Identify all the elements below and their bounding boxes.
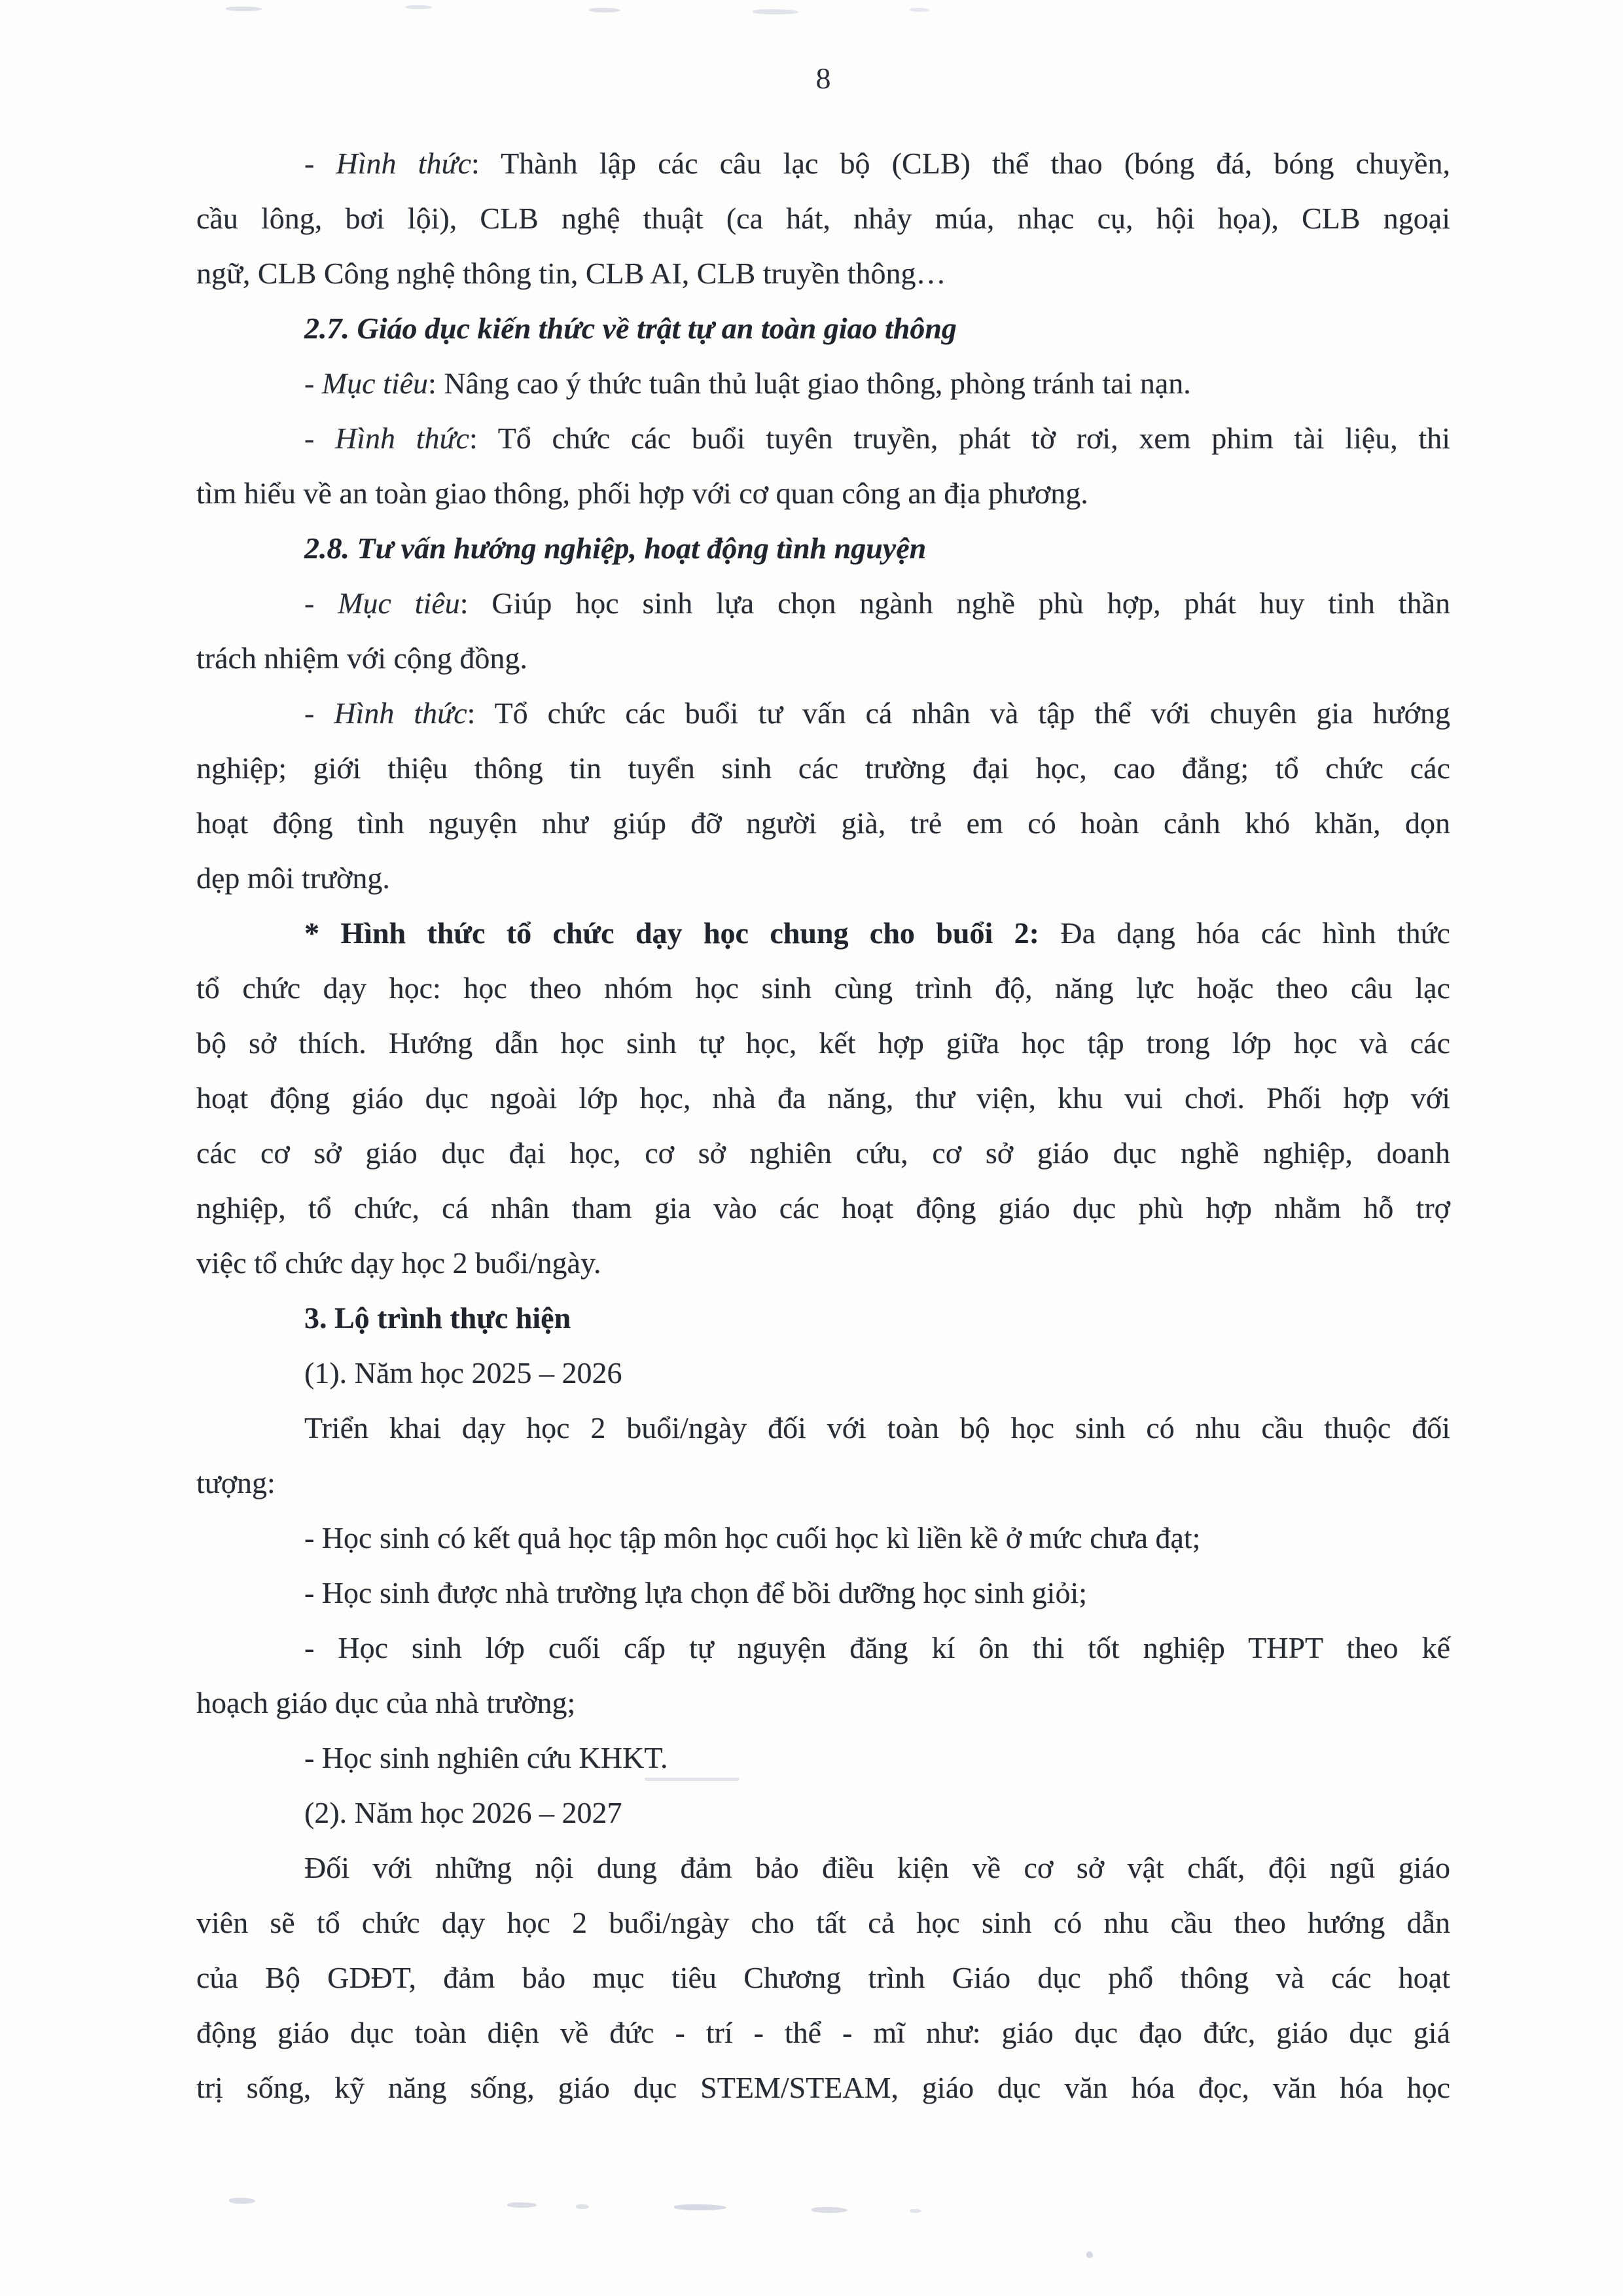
- page-number: 8: [815, 62, 831, 95]
- text-segment: -: [304, 367, 322, 400]
- text-line: [196, 796, 1450, 851]
- scan-artifact: [229, 2198, 255, 2204]
- text-segment: hoạt động tình nguyện như giúp đỡ người già, trẻ em có hoàn cảnh khó khăn, dọn: [196, 806, 1450, 840]
- text-segment: việc tổ chức dạy học 2 buổi/ngày.: [196, 1246, 601, 1280]
- text-segment: Hình thức: [335, 422, 470, 455]
- text-line: [196, 356, 1450, 411]
- text-line: [196, 301, 1450, 356]
- scan-artifact: [674, 2204, 726, 2210]
- text-segment: cầu lông, bơi lội), CLB nghệ thuật (ca hát, nhảy múa, nhạc cụ, hội họa), CLB ngoại: [196, 202, 1450, 235]
- text-segment: Triển khai dạy học 2 buổi/ngày đối với toàn bộ học sinh có nhu cầu thuộc đối: [304, 1411, 1450, 1444]
- text-segment: 3. Lộ trình thực hiện: [304, 1301, 571, 1335]
- text-line: [196, 1731, 1450, 1785]
- text-line: [196, 521, 1450, 576]
- text-segment: - Học sinh nghiên cứu KHKT.: [304, 1741, 668, 1774]
- scan-artifact: [589, 8, 620, 12]
- text-line: [196, 1126, 1450, 1181]
- text-line: [196, 576, 1450, 631]
- text-segment: Đối với những nội dung đảm bảo điều kiện về cơ sở vật chất, đội ngũ giáo: [304, 1851, 1450, 1884]
- text-line: [196, 1840, 1450, 1895]
- text-segment: : Nâng cao ý thức tuân thủ luật giao thông, phòng tránh tai nạn.: [428, 367, 1191, 400]
- text-segment: -: [304, 586, 338, 620]
- text-segment: - Học sinh có kết quả học tập môn học cuối học kì liền kề ở mức chưa đạt;: [304, 1521, 1201, 1554]
- text-line: [196, 1566, 1450, 1621]
- text-line: [196, 631, 1450, 686]
- text-line: [196, 1236, 1450, 1291]
- text-segment: động giáo dục toàn diện về đức - trí - thể - mĩ như: giáo dục đạo đức, giáo dục giá: [196, 2016, 1450, 2049]
- scan-artifact: [910, 8, 929, 12]
- text-segment: Hình thức: [334, 696, 467, 730]
- document-body: [196, 136, 1450, 2115]
- text-segment: 2.8. Tư vấn hướng nghiệp, hoạt động tình nguyện: [304, 531, 927, 565]
- text-segment: nghiệp; giới thiệu thông tin tuyển sinh các trường đại học, cao đẳng; tổ chức các: [196, 751, 1450, 785]
- text-segment: Hình thức: [336, 147, 471, 180]
- scan-artifact: [507, 2202, 537, 2208]
- text-segment: (1). Năm học 2025 – 2026: [304, 1356, 622, 1390]
- text-segment: các cơ sở giáo dục đại học, cơ sở nghiên cứu, cơ sở giáo dục nghề nghiệp, doanh: [196, 1136, 1450, 1170]
- text-line: [196, 1181, 1450, 1236]
- text-line: [196, 1401, 1450, 1456]
- text-line: [196, 741, 1450, 796]
- text-segment: bộ sở thích. Hướng dẫn học sinh tự học, kết hợp giữa học tập trong lớp học và các: [196, 1026, 1450, 1060]
- text-segment: (2). Năm học 2026 – 2027: [304, 1796, 622, 1829]
- text-line: [196, 191, 1450, 246]
- text-line: [196, 2060, 1450, 2115]
- text-segment: -: [304, 696, 334, 730]
- scan-artifact: [576, 2204, 589, 2209]
- text-segment: trị sống, kỹ năng sống, giáo dục STEM/STEAM, giáo dục văn hóa đọc, văn hóa học: [196, 2071, 1450, 2104]
- text-segment: : Tổ chức các buổi tuyên truyền, phát tờ rơi, xem phim tài liệu, thi: [469, 422, 1450, 455]
- text-segment: Mục tiêu: [321, 367, 429, 400]
- text-line: [196, 466, 1450, 521]
- text-line: [196, 136, 1450, 191]
- text-segment: nghiệp, tổ chức, cá nhân tham gia vào các hoạt động giáo dục phù hợp nhằm hỗ trợ: [196, 1191, 1450, 1225]
- text-line: [196, 1950, 1450, 2005]
- text-segment: hoạt động giáo dục ngoài lớp học, nhà đa năng, thư viện, khu vui chơi. Phối hợp với: [196, 1081, 1450, 1115]
- text-segment: tìm hiểu về an toàn giao thông, phối hợp với cơ quan công an địa phương.: [196, 476, 1088, 510]
- text-segment: - Học sinh được nhà trường lựa chọn để bồi dưỡng học sinh giỏi;: [304, 1576, 1088, 1609]
- text-line: [196, 246, 1450, 301]
- text-segment: * Hình thức tổ chức dạy học chung cho buổi 2:: [304, 916, 1039, 950]
- text-segment: -: [304, 422, 336, 455]
- scan-artifact: [406, 5, 432, 9]
- text-line: [196, 906, 1450, 961]
- text-segment: viên sẽ tổ chức dạy học 2 buổi/ngày cho tất cả học sinh có nhu cầu theo hướng dẫn: [196, 1906, 1450, 1939]
- text-line: [196, 961, 1450, 1016]
- scan-artifact: [226, 7, 262, 11]
- text-line: [196, 1071, 1450, 1126]
- text-segment: : Giúp học sinh lựa chọn ngành nghề phù hợp, phát huy tinh thần: [459, 586, 1450, 620]
- text-line: [196, 686, 1450, 741]
- text-segment: Mục tiêu: [338, 586, 460, 620]
- scan-artifact: [910, 2209, 921, 2213]
- text-line: [196, 1785, 1450, 1840]
- text-segment: 2.7. Giáo dục kiến thức về trật tự an toàn giao thông: [304, 312, 957, 345]
- text-line: [196, 1016, 1450, 1071]
- text-segment: dẹp môi trường.: [196, 861, 390, 895]
- text-segment: : Thành lập các câu lạc bộ (CLB) thể thao (bóng đá, bóng chuyền,: [471, 147, 1450, 180]
- text-line: [196, 1346, 1450, 1401]
- text-segment: -: [304, 147, 336, 180]
- scan-artifact: [812, 2207, 847, 2213]
- text-line: [196, 411, 1450, 466]
- scan-artifact: [1086, 2251, 1093, 2258]
- text-segment: hoạch giáo dục của nhà trường;: [196, 1686, 576, 1719]
- text-segment: trách nhiệm với cộng đồng.: [196, 641, 527, 675]
- text-segment: - Học sinh lớp cuối cấp tự nguyện đăng kí ôn thi tốt nghiệp THPT theo kế: [304, 1631, 1450, 1664]
- scan-artifact: [753, 9, 798, 14]
- text-line: [196, 1895, 1450, 1950]
- text-line: [196, 2005, 1450, 2060]
- text-segment: tượng:: [196, 1466, 276, 1499]
- text-line: [196, 1676, 1450, 1731]
- text-segment: của Bộ GDĐT, đảm bảo mục tiêu Chương trình Giáo dục phổ thông và các hoạt: [196, 1961, 1450, 1994]
- text-line: [196, 1511, 1450, 1566]
- text-line: [196, 851, 1450, 906]
- text-segment: tổ chức dạy học: học theo nhóm học sinh cùng trình độ, năng lực hoặc theo câu lạc: [196, 971, 1450, 1005]
- text-segment: Đa dạng hóa các hình thức: [1039, 916, 1450, 950]
- text-line: [196, 1456, 1450, 1511]
- text-segment: ngữ, CLB Công nghệ thông tin, CLB AI, CLB truyền thông…: [196, 257, 946, 290]
- text-line: [196, 1291, 1450, 1346]
- text-line: [196, 1621, 1450, 1676]
- text-segment: : Tổ chức các buổi tư vấn cá nhân và tập thể với chuyên gia hướng: [467, 696, 1450, 730]
